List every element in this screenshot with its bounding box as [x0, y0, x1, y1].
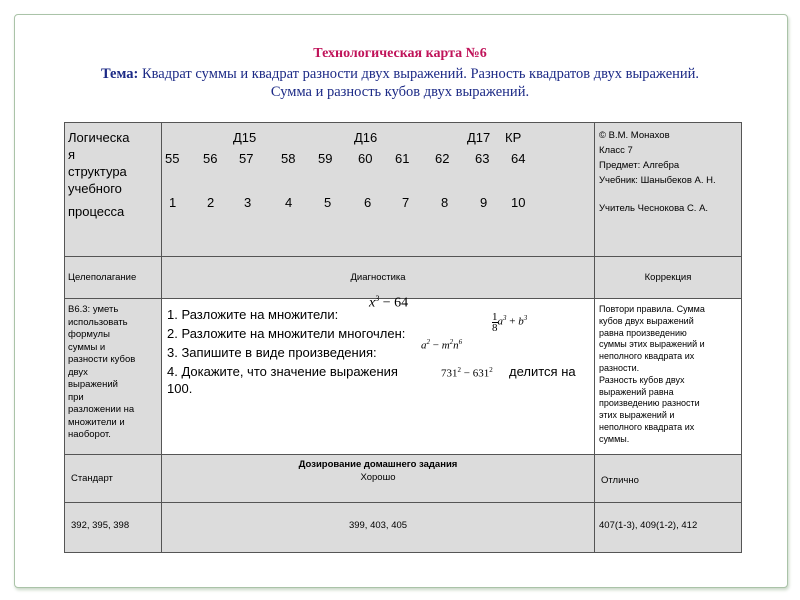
good-label: Хорошо [360, 471, 396, 483]
technology-card-table [64, 122, 742, 553]
teacher-text: Учитель Чеснокова С. А. [599, 203, 709, 214]
correction-line: неполного квадрата их [599, 351, 695, 362]
standard-tasks-cell [65, 503, 162, 553]
homework-header: Дозирование домашнего задания [298, 459, 458, 470]
goal-header-cell [65, 257, 162, 299]
goal-line: формулы [68, 329, 110, 340]
goal-line: множители и [68, 416, 125, 428]
task-4: 4. Докажите, что значение выражения [167, 364, 398, 379]
task-4-end: делится на [509, 364, 576, 379]
excellent-tasks: 407(1-3), 409(1-2), 412 [599, 520, 698, 531]
subject-text: Предмет: Алгебра [599, 160, 680, 171]
d-header: Д17 [467, 130, 491, 145]
correction-line: неполного квадрата их [599, 421, 695, 432]
lesson-index: 1 [169, 195, 177, 210]
standard-label: Стандарт [71, 473, 113, 484]
topic-label: Тема: [100, 66, 139, 82]
correction-line: суммы этих выражений и [599, 339, 705, 350]
task-4-continued: 100. [167, 381, 193, 396]
lesson-number: 55 [165, 151, 180, 166]
excellent-level-cell [595, 455, 742, 503]
correction-line: равна произведению [599, 327, 687, 338]
lesson-structure-cell [162, 123, 595, 257]
lesson-index: 10 [511, 195, 526, 210]
homework-header-cell [162, 455, 595, 503]
structure-label-line: Логическа [68, 130, 130, 145]
d-header: Д16 [354, 130, 378, 145]
lesson-number: 58 [281, 151, 296, 166]
lesson-number: 63 [475, 151, 490, 166]
standard-level-cell [65, 455, 162, 503]
structure-label-line: я [68, 147, 76, 162]
correction-line: Повтори правила. Сумма [599, 304, 705, 314]
lesson-number: 61 [395, 151, 410, 166]
lesson-index: 8 [441, 195, 449, 210]
formula-1: $x^3 - 64$ [369, 294, 409, 311]
textbook-text: Учебник: Шаныбеков А. Н. [599, 175, 716, 186]
formula-2: $\frac{1}{8}$ $a^3 + b^3$ [492, 310, 528, 334]
task-2: 2. Разложите на множители многочлен: [167, 326, 406, 341]
structure-label-cell [65, 123, 162, 257]
lesson-number: 57 [239, 151, 254, 166]
lesson-number: 60 [358, 151, 373, 166]
structure-label-line: процесса [68, 204, 125, 219]
excellent-tasks-cell [595, 503, 742, 553]
goal-line: В6.3: уметь [68, 304, 119, 315]
d-header: Д15 [233, 130, 257, 145]
structure-label-line: структура [68, 164, 127, 179]
good-tasks-cell [162, 503, 595, 553]
task-3: 3. Запишите в виде произведения: [167, 345, 377, 360]
structure-label-line: учебного [68, 181, 122, 196]
diagnostics-cell [162, 294, 595, 455]
goal-cell [65, 299, 162, 455]
goal-line: разности кубов [68, 354, 136, 365]
goal-line: наоборот. [68, 429, 111, 440]
correction-header: Коррекция [644, 272, 692, 283]
goal-line: суммы и [68, 341, 106, 353]
lesson-number: 59 [318, 151, 333, 166]
standard-tasks: 392, 395, 398 [71, 520, 130, 531]
lesson-number: 64 [511, 151, 526, 166]
lesson-index: 5 [324, 195, 332, 210]
goal-line: двух [68, 366, 88, 378]
author-text: © В.М. Монахов [599, 130, 670, 141]
goal-line: разложении на [68, 404, 135, 415]
lesson-index: 4 [285, 195, 293, 210]
grade-text: Класс 7 [599, 145, 633, 156]
correction-cell [595, 299, 742, 455]
formula-3: $a^2 - m^2n^6$ [421, 338, 463, 352]
d-header: КР [505, 130, 522, 145]
lesson-index: 6 [364, 195, 372, 210]
correction-header-cell [595, 257, 742, 299]
lesson-number: 56 [203, 151, 218, 166]
lesson-index: 2 [207, 195, 215, 210]
correction-line: разности. [599, 362, 640, 373]
goal-line: при [68, 391, 84, 403]
formula-4: $731^2 - 631^2$ [441, 366, 493, 380]
lesson-index: 9 [480, 195, 488, 210]
good-tasks: 399, 403, 405 [348, 520, 408, 531]
goal-line: выражений [68, 379, 118, 390]
correction-line: произведению разности [599, 398, 700, 409]
correction-line: суммы. [599, 433, 630, 444]
excellent-label: Отлично [601, 475, 639, 486]
page-title: Технологическая карта №6 [313, 46, 487, 61]
topic-heading [100, 65, 700, 101]
task-1: 1. Разложите на множители: [167, 307, 339, 322]
diagnostics-header: Диагностика [350, 272, 406, 283]
meta-cell [595, 123, 742, 257]
lesson-index: 3 [244, 195, 252, 210]
correction-line: кубов двух выражений [599, 315, 694, 326]
correction-line: этих выражений и [599, 410, 675, 421]
goal-line: использовать [68, 316, 128, 328]
correction-line: выражений равна [599, 386, 674, 397]
lesson-index: 7 [402, 195, 410, 210]
correction-line: Разность кубов двух [599, 374, 685, 385]
goal-header: Целеполагание [68, 272, 137, 283]
lesson-number: 62 [435, 151, 450, 166]
topic-text: Квадрат суммы и квадрат разности двух выражений. Разность квадратов двух выражений. Сумма и разность кубов двух выражений. [141, 66, 700, 100]
